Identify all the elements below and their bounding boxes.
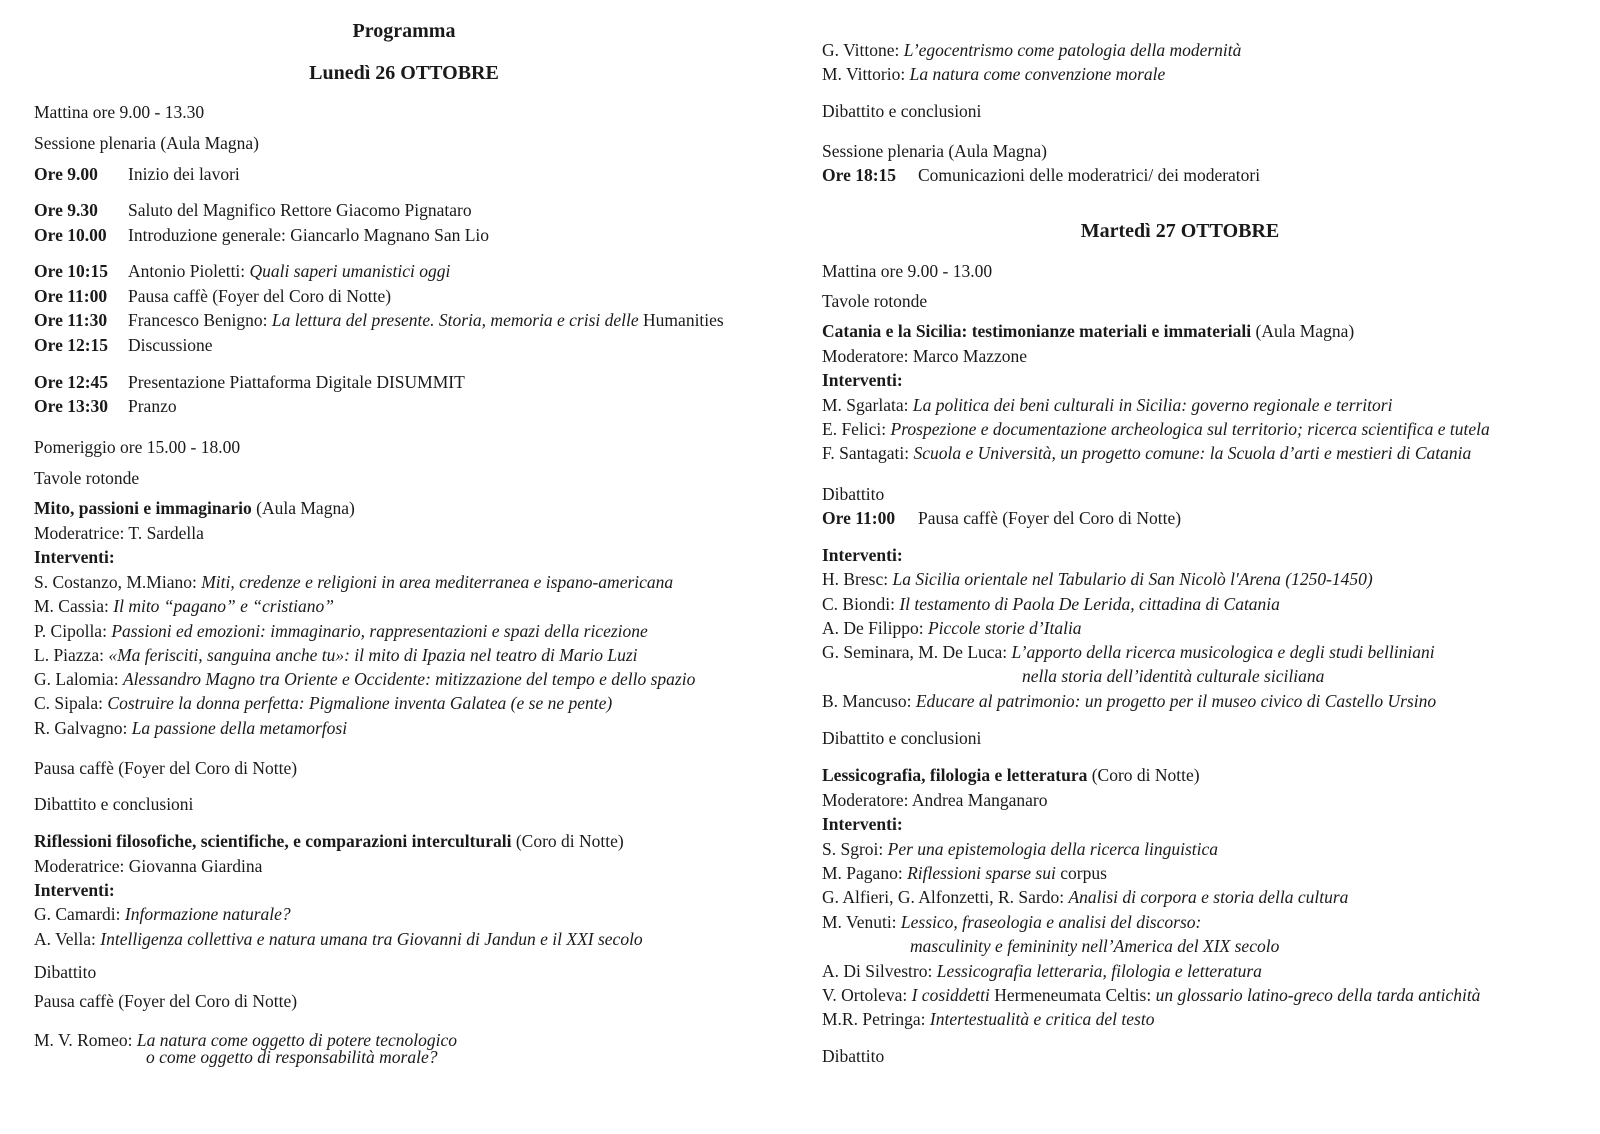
talk-item: M.R. Petringa: Intertestualità e critica del testo	[822, 1009, 1155, 1029]
session-heading: Mito, passioni e immaginario (Aula Magna)	[34, 498, 355, 518]
moderator-label: Moderatore: Marco Mazzone	[822, 346, 1028, 366]
plenary-session-label: Sessione plenaria (Aula Magna)	[34, 133, 259, 153]
round-tables-label: Tavole rotonde	[34, 468, 140, 488]
talk-item: H. Bresc: La Sicilia orientale nel Tabulario di San Nicolò l'Arena (1250-1450)	[822, 569, 1373, 589]
schedule-row: Ore 10:15 Antonio Pioletti: Quali saperi umanistici oggi	[34, 261, 451, 281]
talk-item: M. Venuti: Lessico, fraseologia e analisi del discorso:	[822, 912, 1202, 932]
talk-item: A. Di Silvestro: Lessicografia letteraria, filologia e letteratura	[822, 961, 1262, 981]
talk-item-continuation: masculinity e femininity nell’America del XIX secolo	[910, 936, 1280, 956]
talk-item: B. Mancuso: Educare al patrimonio: un progetto per il museo civico di Castello Ursino	[822, 691, 1437, 711]
interventi-label: Interventi:	[34, 880, 115, 900]
talk-item: F. Santagati: Scuola e Università, un progetto comune: la Scuola d’arti e mestieri di Catania	[822, 443, 1472, 463]
talk-item: G. Seminara, M. De Luca: L’apporto della ricerca musicologica e degli studi belliniani	[822, 642, 1435, 662]
talk-item: C. Sipala: Costruire la donna perfetta: Pigmalione inventa Galatea (e se ne pente)	[34, 693, 613, 713]
talk-item: G. Alfieri, G. Alfonzetti, R. Sardo: Analisi di corpora e storia della cultura	[822, 887, 1349, 907]
morning-time-range: Mattina ore 9.00 - 13.00	[822, 261, 993, 281]
plenary-session-label: Sessione plenaria (Aula Magna)	[822, 141, 1047, 161]
debate-label: Dibattito	[822, 484, 885, 504]
talk-item: M. V. Romeo: La natura come oggetto di potere tecnologico	[34, 1030, 458, 1050]
moderator-label: Moderatore: Andrea Manganaro	[822, 790, 1048, 810]
schedule-row: Ore 13:30 Pranzo	[34, 396, 177, 416]
schedule-row: Ore 9.30 Saluto del Magnifico Rettore Giacomo Pignataro	[34, 200, 472, 220]
day-heading-tuesday: Martedì 27 OTTOBRE	[1080, 220, 1280, 242]
talk-item-continuation: o come oggetto di responsabilità morale?	[146, 1047, 438, 1067]
schedule-row: Ore 11:30 Francesco Benigno: La lettura del presente. Storia, memoria e crisi delle Humanities	[34, 310, 724, 330]
day-heading-monday: Lunedì 26 OTTOBRE	[309, 62, 499, 84]
schedule-row: Ore 12:15 Discussione	[34, 335, 213, 355]
interventi-label: Interventi:	[822, 370, 903, 390]
talk-item: M. Sgarlata: La politica dei beni culturali in Sicilia: governo regionale e territori	[822, 395, 1393, 415]
talk-item: M. Vittorio: La natura come convenzione morale	[822, 64, 1166, 84]
session-heading: Riflessioni filosofiche, scientifiche, e comparazioni interculturali (Coro di Notte)	[34, 831, 624, 851]
schedule-row: Ore 9.00 Inizio dei lavori	[34, 164, 240, 184]
debate-label: Dibattito	[34, 962, 97, 982]
talk-item: C. Biondi: Il testamento di Paola De Lerida, cittadina di Catania	[822, 594, 1280, 614]
interventi-label: Interventi:	[822, 814, 903, 834]
closing-debate: Dibattito e conclusioni	[822, 101, 982, 121]
talk-item: G. Camardi: Informazione naturale?	[34, 904, 291, 924]
talk-item: E. Felici: Prospezione e documentazione archeologica sul territorio; ricerca scientifica e tutela	[822, 419, 1490, 439]
schedule-row: Ore 11:00 Pausa caffè (Foyer del Coro di Notte)	[34, 286, 392, 306]
interventi-label: Interventi:	[34, 547, 115, 567]
schedule-row: Ore 11:00 Pausa caffè (Foyer del Coro di Notte)	[822, 508, 1182, 528]
session-heading: Catania e la Sicilia: testimonianze materiali e immateriali (Aula Magna)	[822, 321, 1355, 341]
coffee-break: Pausa caffè (Foyer del Coro di Notte)	[34, 991, 298, 1011]
talk-item: V. Ortoleva: I cosiddetti Hermeneumata Celtis: un glossario latino-greco della tarda antichità	[822, 985, 1481, 1005]
morning-time-range: Mattina ore 9.00 - 13.30	[34, 102, 205, 122]
session-heading: Lessicografia, filologia e letteratura (Coro di Notte)	[822, 765, 1200, 785]
talk-item: A. Vella: Intelligenza collettiva e natura umana tra Giovanni di Jandun e il XXI secolo	[34, 929, 643, 949]
schedule-row: Ore 12:45 Presentazione Piattaforma Digitale DISUMMIT	[34, 372, 465, 392]
schedule-row: Ore 10.00 Introduzione generale: Giancarlo Magnano San Lio	[34, 225, 490, 245]
schedule-row: Ore 18:15 Comunicazioni delle moderatrici/ dei moderatori	[822, 165, 1261, 185]
talk-item: M. Pagano: Riflessioni sparse sui corpus	[822, 863, 1107, 883]
talk-item: P. Cipolla: Passioni ed emozioni: immaginario, rappresentazioni e spazi della ricezione	[34, 621, 648, 641]
talk-item: L. Piazza: «Ma ferisciti, sanguina anche tu»: il mito di Ipazia nel teatro di Mario Luzi	[34, 645, 638, 665]
moderator-label: Moderatrice: Giovanna Giardina	[34, 856, 263, 876]
closing-debate: Dibattito e conclusioni	[822, 728, 982, 748]
talk-item-continuation: nella storia dell’identità culturale siciliana	[1022, 666, 1325, 686]
afternoon-time-range: Pomeriggio ore 15.00 - 18.00	[34, 437, 241, 457]
talk-item: G. Vittone: L’egocentrismo come patologia della modernità	[822, 40, 1242, 60]
closing-debate: Dibattito e conclusioni	[34, 794, 194, 814]
coffee-break: Pausa caffè (Foyer del Coro di Notte)	[34, 758, 298, 778]
round-tables-label: Tavole rotonde	[822, 291, 928, 311]
talk-item: G. Lalomia: Alessandro Magno tra Oriente e Occidente: mitizzazione del tempo e dello spazio	[34, 669, 696, 689]
moderator-label: Moderatrice: T. Sardella	[34, 523, 204, 543]
debate-label: Dibattito	[822, 1046, 885, 1066]
talk-item: A. De Filippo: Piccole storie d’Italia	[822, 618, 1082, 638]
interventi-label: Interventi:	[822, 545, 903, 565]
talk-item: S. Costanzo, M.Miano: Miti, credenze e religioni in area mediterranea e ispano-americana	[34, 572, 674, 592]
talk-item: S. Sgroi: Per una epistemologia della ricerca linguistica	[822, 839, 1218, 859]
talk-item: R. Galvagno: La passione della metamorfosi	[34, 718, 348, 738]
talk-item: M. Cassia: Il mito “pagano” e “cristiano”	[34, 596, 334, 616]
program-title: Programma	[352, 20, 456, 42]
